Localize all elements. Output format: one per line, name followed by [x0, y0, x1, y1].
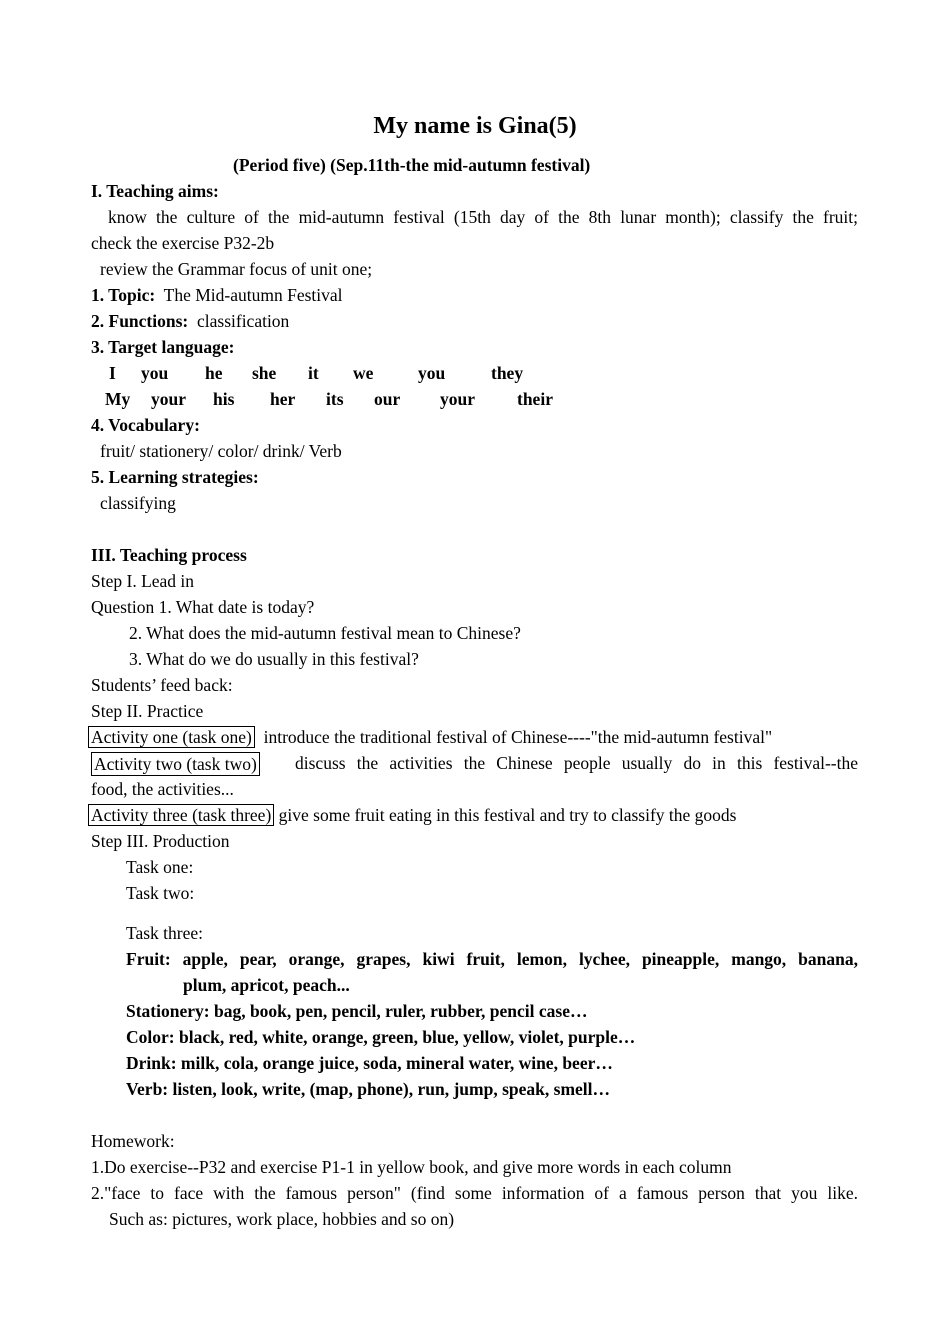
- possessive: your: [440, 389, 475, 409]
- strategies-value: classifying: [100, 493, 176, 513]
- functions-label: 2. Functions:: [91, 311, 189, 331]
- activity-three-label: Activity three (task three): [88, 804, 274, 826]
- possessive: its: [326, 389, 344, 409]
- color-line: Color: black, red, white, orange, green, blue, yellow, violet, purple…: [126, 1027, 636, 1047]
- homework-item-1: 1.Do exercise--P32 and exercise P1-1 in yellow book, and give more words in each column: [91, 1157, 732, 1177]
- fruit-line-1: Fruit: apple, pear, orange, grapes, kiwi fruit, lemon, lychee, pineapple, mango, banana,: [126, 949, 858, 969]
- teaching-aims-line-1: know the culture of the mid-autumn festival (15th day of the 8th lunar month); classify the fruit;: [108, 207, 858, 227]
- activity-two-label: Activity two (task two): [91, 752, 260, 776]
- pronoun: they: [491, 363, 524, 383]
- step-three: Step III. Production: [91, 831, 230, 851]
- activity-one-line: [91, 726, 772, 748]
- possessive: their: [517, 389, 553, 409]
- strategies-label: 5. Learning strategies:: [91, 467, 259, 487]
- activity-two-continued: food, the activities...: [91, 779, 234, 799]
- teaching-process-heading: III. Teaching process: [91, 545, 247, 565]
- homework-heading: Homework:: [91, 1131, 175, 1151]
- possessive: her: [270, 389, 296, 409]
- fruit-line-2: plum, apricot, peach...: [183, 975, 350, 995]
- vocabulary-value: fruit/ stationery/ color/ drink/ Verb: [100, 441, 342, 461]
- pronoun: you: [141, 363, 169, 383]
- possessive: My: [105, 389, 131, 409]
- drink-line: Drink: milk, cola, orange juice, soda, mineral water, wine, beer…: [126, 1053, 613, 1073]
- vocabulary-label: 4. Vocabulary:: [91, 415, 200, 435]
- topic-line: [91, 284, 343, 306]
- pronoun: we: [353, 363, 374, 383]
- possessive: his: [213, 389, 235, 409]
- pronoun: she: [252, 363, 277, 383]
- homework-item-2-continued: Such as: pictures, work place, hobbies and so on): [109, 1209, 455, 1229]
- task-three: Task three:: [126, 923, 204, 943]
- pronoun: it: [308, 363, 319, 383]
- activity-two-line: [91, 752, 858, 776]
- step-one: Step I. Lead in: [91, 571, 195, 591]
- question-1: Question 1. What date is today?: [91, 597, 315, 617]
- topic-value: The Mid-autumn Festival: [163, 285, 343, 305]
- stationery-line: Stationery: bag, book, pen, pencil, ruler, rubber, pencil case…: [126, 1001, 588, 1021]
- step-two: Step II. Practice: [91, 701, 204, 721]
- document-title: My name is Gina(5): [373, 113, 577, 139]
- verb-line: Verb: listen, look, write, (map, phone), run, jump, speak, smell…: [126, 1079, 611, 1099]
- task-one: Task one:: [126, 857, 194, 877]
- pronoun: he: [205, 363, 223, 383]
- activity-three-line: [91, 804, 737, 826]
- activity-two-text: discuss the activities the Chinese people usually do in this festival--the: [295, 753, 858, 773]
- question-2: 2. What does the mid-autumn festival mean to Chinese?: [129, 623, 521, 643]
- topic-label: 1. Topic:: [91, 285, 156, 305]
- activity-one-label: Activity one (task one): [88, 726, 255, 748]
- homework-item-2: 2."face to face with the famous person" (find some information of a famous person that you like.: [91, 1183, 858, 1203]
- activity-one-text: introduce the traditional festival of Chinese----"the mid-autumn festival": [263, 727, 773, 747]
- document-subtitle: (Period five) (Sep.11th-the mid-autumn festival): [233, 155, 591, 175]
- task-two: Task two:: [126, 883, 195, 903]
- teaching-aims-line-3: review the Grammar focus of unit one;: [100, 259, 373, 279]
- functions-value: classification: [196, 311, 290, 331]
- possessive: your: [151, 389, 186, 409]
- possessive: our: [374, 389, 401, 409]
- teaching-aims-line-2: check the exercise P32-2b: [91, 233, 275, 253]
- pronoun: I: [109, 363, 116, 383]
- pronoun: you: [418, 363, 446, 383]
- teaching-aims-heading: I. Teaching aims:: [91, 181, 219, 201]
- students-feedback: Students’ feed back:: [91, 675, 233, 695]
- activity-three-text: give some fruit eating in this festival and try to classify the goods: [278, 805, 737, 825]
- question-3: 3. What do we do usually in this festival?: [129, 649, 419, 669]
- functions-line: [91, 310, 289, 332]
- target-language-label: 3. Target language:: [91, 337, 235, 357]
